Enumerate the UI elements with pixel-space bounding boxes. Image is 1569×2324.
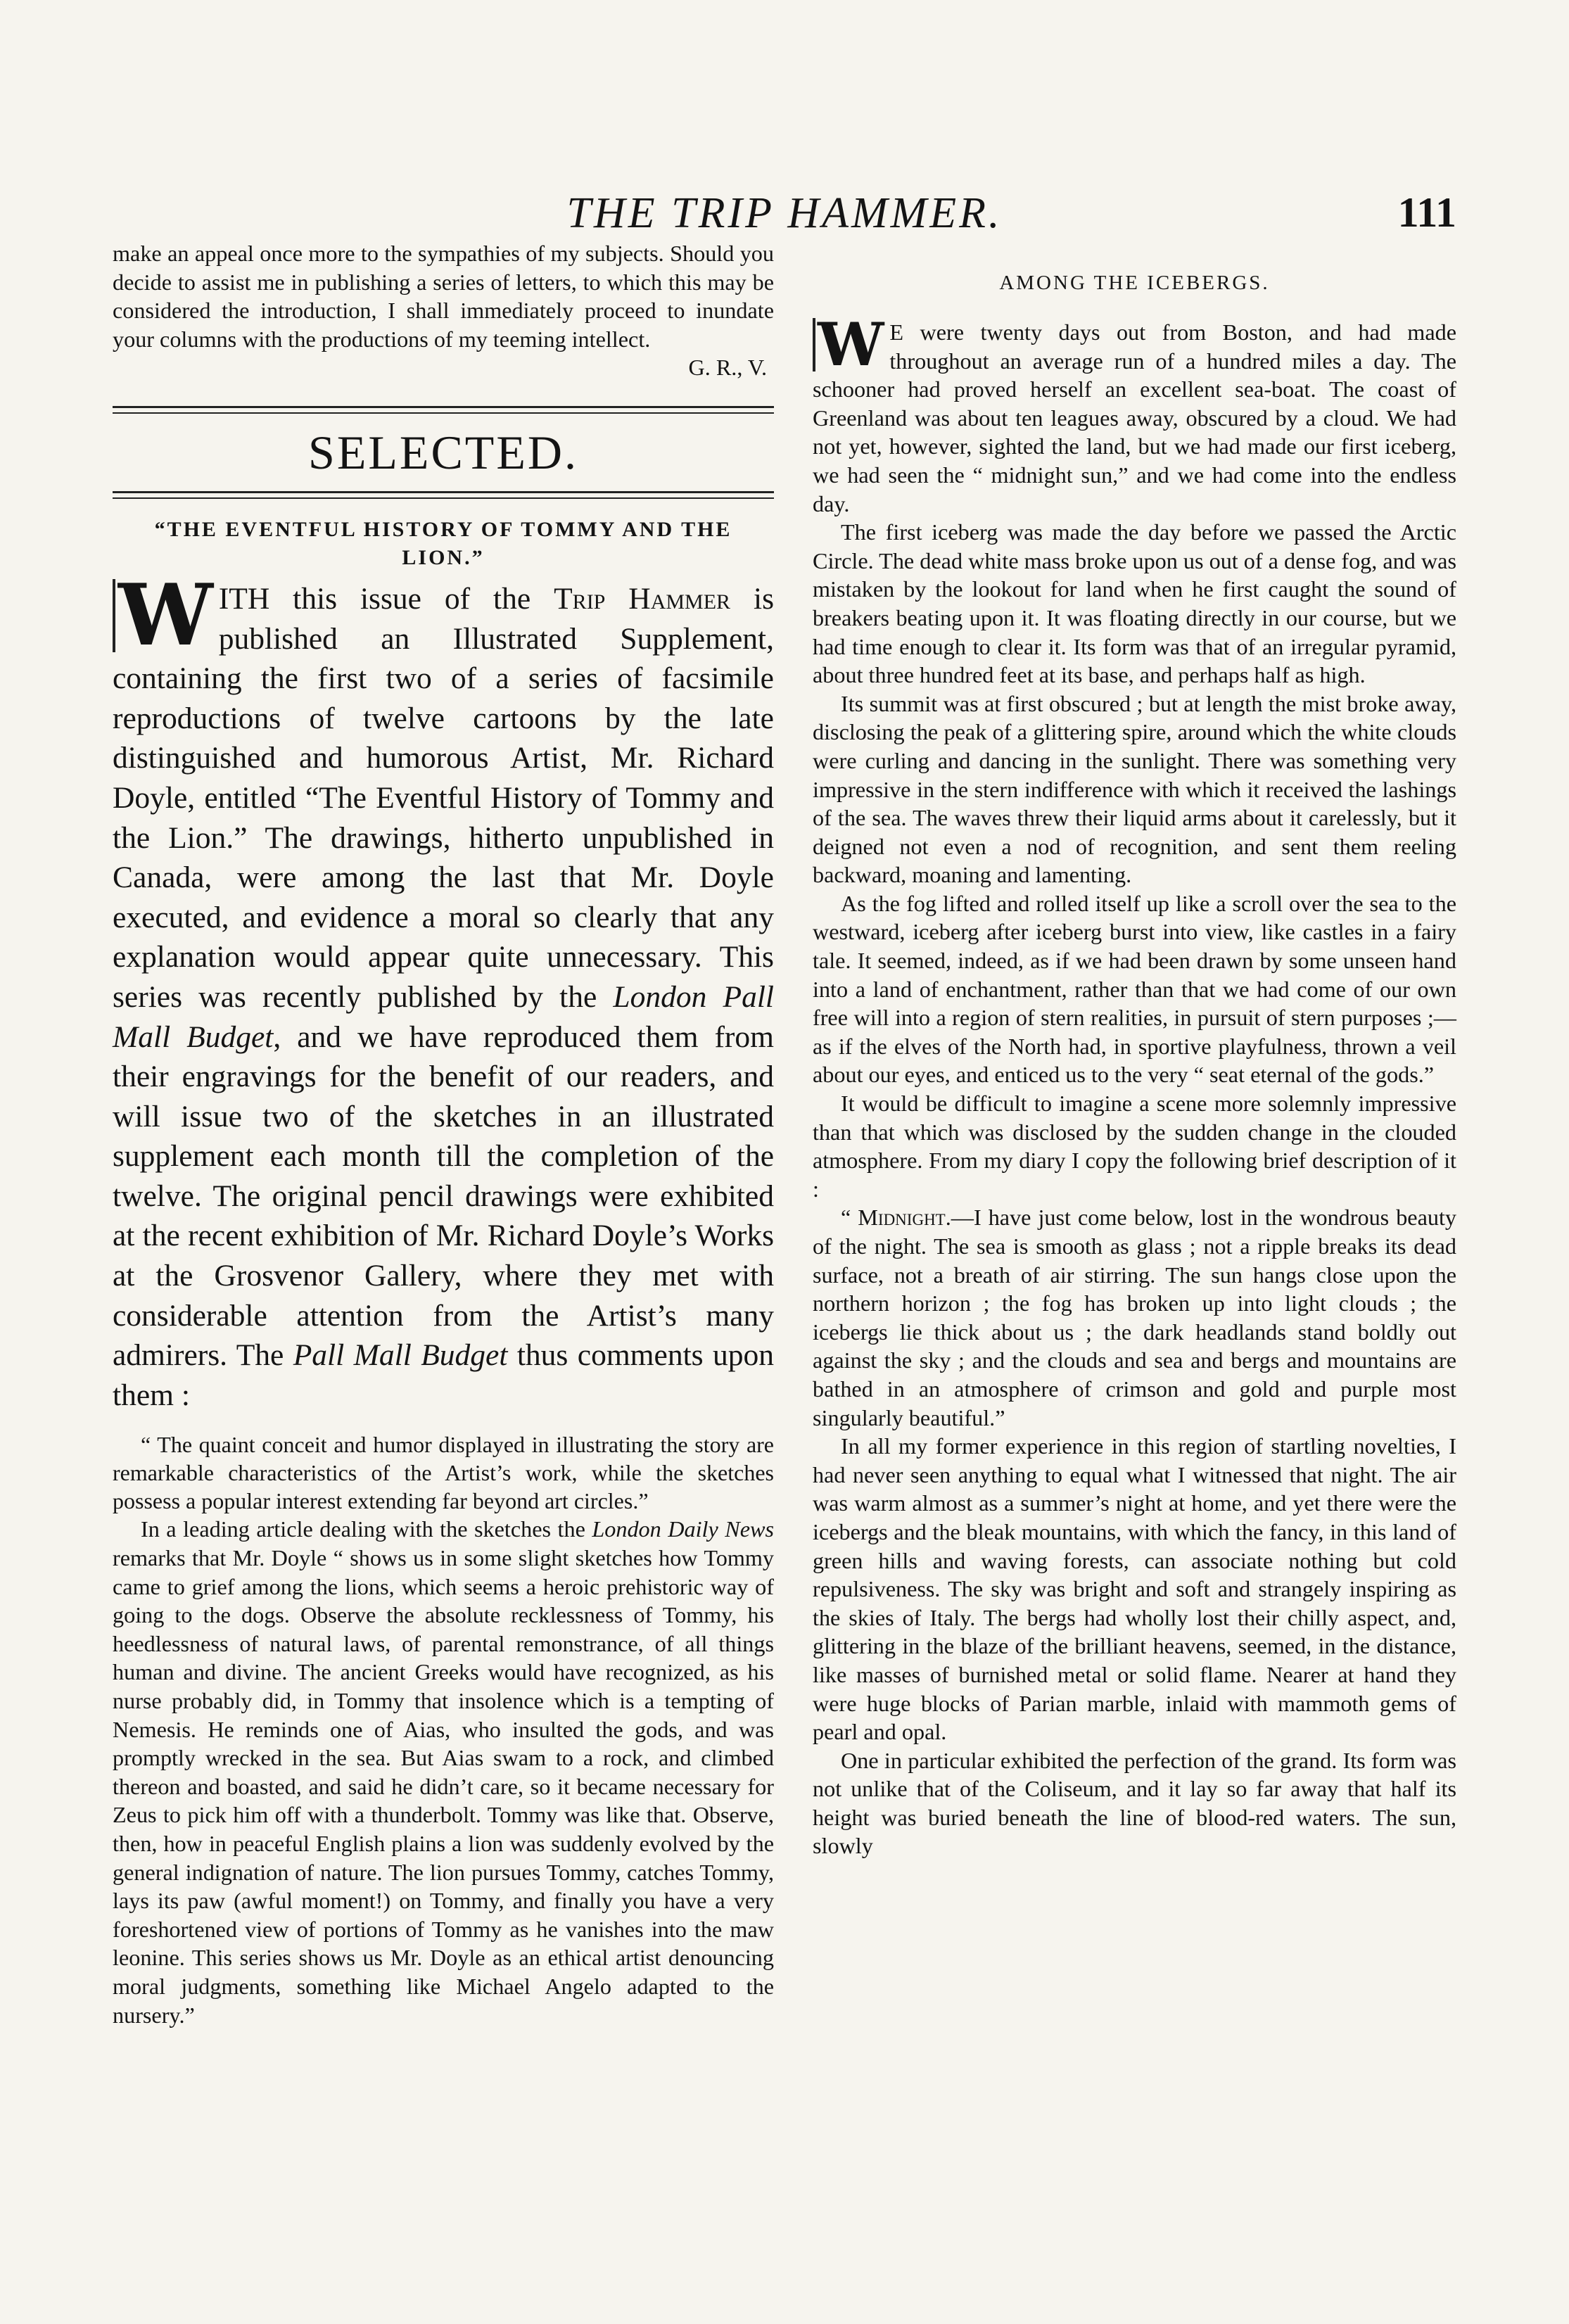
icebergs-paragraph-8: One in particular exhibited the perfection of the grand. Its form was not unlike that of the Coliseum, and it lay so far away that half its height was buried beneath the line of blood-red waters. The sun, slowly [813, 1747, 1456, 1859]
article-heading-tommy: “THE EVENTFUL HISTORY OF TOMMY AND THE LION.” [154, 517, 732, 569]
lead-text-3: , and we have reproduced them from their engravings for the benefit of our readers, and will issue two of the sketches in an illustrated supplement each month till the completion of the twelve. The original pencil drawings were exhibited at the recent exhibition of Mr. Richard Doyle’s Works at the Grosvenor Gallery, where they met with considerable attention from the Artist’s many admirers. The [113, 1020, 775, 1373]
lead-text-1: ITH this issue of the [218, 581, 554, 616]
publication-trip-hammer: Trip Hammer [554, 581, 731, 616]
running-header [113, 189, 1456, 245]
icebergs-p1-text: E were twenty days out from Boston, and had made throughout an average run of a hundred miles a day. The schooner had proved herself an excellent sea-boat. The coast of Greenland was about ten leagues away, obscured by a cloud. We had not yet, however, sighted the land, but we had made our first iceberg, we had seen the “ midnight sun,” and we had come into the endless day. [813, 319, 1456, 516]
publication-daily-news: London Daily News [592, 1516, 774, 1542]
icebergs-paragraph-3: Its summit was at first obscured ; but at length the mist broke away, disclosing the peak of a glittering spire, around which the white clouds were curling and dancing in the sunlight. There was something very impressive in the stern indifference with which it received the lashings of the sea. The waves threw their liquid arms about it carelessly, but it deigned not even a nod of recognition, and sent them reeling backward, moaning and lamenting. [813, 690, 1456, 888]
daily-news-paragraph [113, 1515, 774, 2029]
left-column [113, 239, 774, 2029]
icebergs-paragraph-5: It would be difficult to imagine a scene more solemnly impressive than that which was disclosed by the sudden change in the clouded atmosphere. From my diary I copy the following brief description of it : [813, 1091, 1456, 1202]
icebergs-paragraph-2: The first iceberg was made the day before we passed the Arctic Circle. The dead white mass broke upon us out of a dense fog, and was mistaken by the lookout for land when he first caught the sound of breakers beating upon it. It was floating directly in our course, but we had time enough to clear it. Its form was that of an irregular pyramid, about three hundred feet at its base, and perhaps half as high. [813, 519, 1456, 688]
lead-text-2: is published an Illustrated Supplement, containing the first two of a series of facsimile reproductions of twelve cartoons by the late distinguished and humorous Artist, Mr. Richard Doyle, entitled “The Eventful History of Tommy and the Lion.” The drawings, hitherto unpublished in Canada, were among the last that Mr. Doyle executed, and evidence a moral so clearly that any explanation would appear quite unnecessary. This series was recently published by the [113, 581, 775, 1014]
icebergs-p6-text: —I have just come below, lost in the wondrous beauty of the night. The sea is smooth as glass ; not a ripple breaks its dead surface, not a breath of air stirring. The sun hangs close upon the northern horizon ; the fog has broken up into light clouds ; the icebergs lie thick about us ; the dark headlands stand boldly out against the sky ; and the clouds and sea and bergs and mountains are bathed in an atmosphere of crimson and gold and purple most singularly beautiful.” [813, 1205, 1456, 1430]
publication-pall-mall-budget: London Pall Mall Budget [113, 979, 774, 1054]
lead-text-4: thus comments upon them : [113, 1338, 774, 1412]
section-rule-top [113, 406, 774, 414]
tommy-lead-paragraph [113, 565, 775, 1415]
letter-continuation: make an appeal once more to the sympathies of my subjects. Should you decide to assist me in publishing a series of letters, to which this may be considered the introduction, I shall immediately proceed to inundate your columns with the productions of my teeming intellect. [113, 241, 774, 352]
icebergs-paragraph-1 [813, 310, 1456, 518]
pall-mall-quote: “ The quaint conceit and humor displayed in illustrating the story are remarkable characteristics of the Artist’s work, while the sketches possess a popular interest extending far beyond art circles.” [113, 1432, 774, 1514]
daily-news-text-1: In a leading article dealing with the sketches the [141, 1516, 592, 1542]
section-title: SELECTED. [308, 425, 578, 479]
right-column [813, 239, 1456, 1860]
icebergs-paragraph-6 [813, 1203, 1456, 1432]
icebergs-paragraph-7: In all my former experience in this region of startling novelties, I had never seen anything to equal what I witnessed that night. The air was warm almost as a summer’s night at home, and yet there were the icebergs and the bleak mountains, with which the fancy, in this land of green hills and waving forests, can associate nothing but cold repulsiveness. The sky was bright and soft and strangely inspiring as the skies of Italy. The bergs had wholly lost their chilly aspect, and, glittering in the blaze of the brilliant heavens, seemed, in the distance, like masses of burnished metal or solid flame. Nearer at hand they were huge blocks of Parian marble, inlaid with mammoth gems of pearl and opal. [813, 1433, 1456, 1745]
dropcap-w: W [113, 579, 213, 652]
running-title: THE TRIP HAMMER. [566, 189, 1003, 237]
page-number: 111 [1397, 189, 1456, 236]
letter-signature: G. R., V. [688, 355, 767, 381]
midnight-label: “ Midnight. [841, 1205, 951, 1231]
article-heading-icebergs: AMONG THE ICEBERGS. [999, 272, 1270, 294]
section-rule-bottom [113, 491, 774, 499]
dropcap-w-icebergs: W [813, 318, 884, 372]
daily-news-text-2: remarks that Mr. Doyle “ shows us in some slight sketches how Tommy came to grief among the lions, which seems a heroic prehistoric way of going to the dogs. Observe the absolute recklessness of Tommy, his heedlessness of natural laws, of parental remonstrance, of all things human and divine. The ancient Greeks would have recognized, as his nurse probably did, in Tommy that insolence which is a tempting of Nemesis. He reminds one of Aias, who insulted the gods, and was promptly wrecked in the sea. But Aias swam to a rock, and climbed thereon and boasted, and said he didn’t care, so it became necessary for Zeus to pick him off with a thunderbolt. Tommy was like that. Observe, then, how in peaceful English plains a lion was suddenly evolved by the general indignation of nature. The lion pursues Tommy, catches Tommy, lays its paw (awful moment!) on Tommy, and finally you have a very foreshortened view of portions of Tommy as he vanishes into the maw leonine. This series shows us Mr. Doyle as an ethical artist denouncing moral judgments, something like Michael Angelo adapted to the nursery.” [113, 1545, 774, 2028]
icebergs-paragraph-4: As the fog lifted and rolled itself up like a scroll over the sea to the westward, iceberg after iceberg burst into view, like castles in a fairy tale. It seemed, indeed, as if we had been drawn by some unseen hand into a land of enchantment, rather than that we had come of our own free will into a region of stern realities, in pursuit of stern purposes ;—as if the elves of the North had, in sportive playfulness, thrown a veil about our eyes, and enticed us to the very “ seat eternal of the gods.” [813, 890, 1456, 1088]
publication-pall-mall-budget-2: Pall Mall Budget [293, 1338, 508, 1373]
